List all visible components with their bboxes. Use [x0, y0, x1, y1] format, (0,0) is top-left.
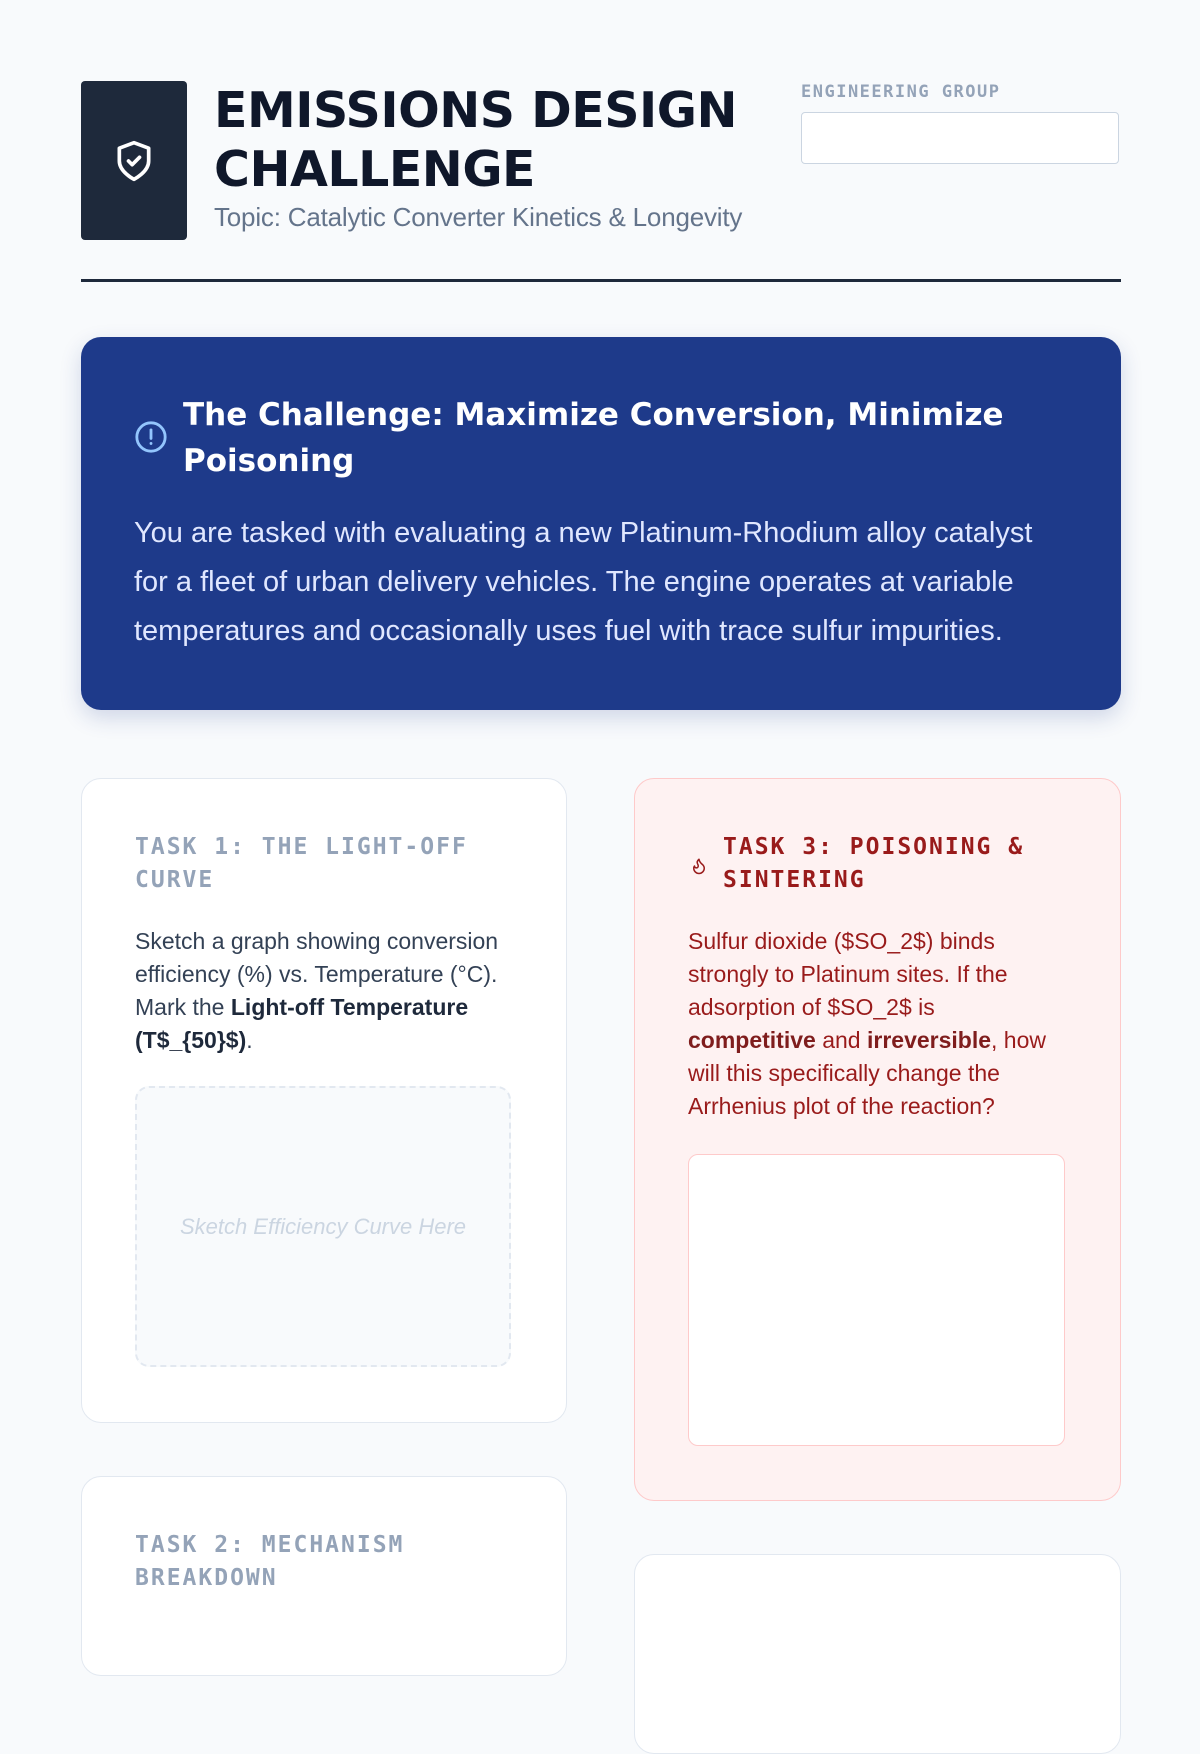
- challenge-title: The Challenge: Maximize Conversion, Minimize Poisoning: [183, 397, 1004, 479]
- task3-answer-box[interactable]: [688, 1154, 1065, 1446]
- task3-question: [688, 925, 1058, 1123]
- flame-icon: [690, 855, 708, 877]
- page-header: [81, 81, 1121, 241]
- task2-title: TASK 2: MECHANISM BREAKDOWN: [135, 1532, 405, 1591]
- sketch-placeholder: Sketch Efficiency Curve Here: [179, 1213, 467, 1239]
- task3-bold-competitive: competitive: [688, 1027, 816, 1053]
- task1-card: [81, 778, 567, 1423]
- challenge-description: You are tasked with evaluating a new Platinum-Rhodium alloy catalyst for a fleet of urban delivery vehicles. The engine operates at variable temperatures and occasionally uses fuel with trace sulfur impurities.: [134, 517, 1033, 647]
- task3-bold-irreversible: irreversible: [866, 1027, 992, 1053]
- alert-circle-icon: [134, 420, 168, 454]
- challenge-panel: [81, 337, 1121, 710]
- task1-text-end: .: [246, 1027, 253, 1053]
- task4-card: [634, 1554, 1121, 1754]
- task3-text: Sulfur dioxide ($SO_2$) binds strongly to Platinum sites. If the adsorption of $SO_2$ is: [688, 928, 1008, 1020]
- task1-title: TASK 1: THE LIGHT-OFF CURVE: [135, 834, 468, 893]
- header-divider: [81, 279, 1121, 282]
- engineering-group-field[interactable]: [801, 112, 1119, 164]
- sketch-area[interactable]: [135, 1086, 511, 1367]
- task3-text-end: , how will this specifically change the Arrhenius plot of the reaction?: [688, 1027, 1046, 1119]
- task3-title: TASK 3: POISONING & SINTERING: [723, 834, 1025, 893]
- task2-card: [81, 1476, 567, 1676]
- task3-card: [634, 778, 1121, 1501]
- shield-check-icon: [112, 136, 156, 186]
- task1-text: Sketch a graph showing conversion efficiency (%) vs. Temperature (°C). Mark the: [135, 928, 499, 1020]
- logo-badge: [81, 81, 187, 240]
- task3-text-and: and: [815, 1027, 867, 1053]
- page-subtitle: Topic: Catalytic Converter Kinetics & Longevity: [214, 202, 743, 232]
- page-title: EMISSIONS DESIGN CHALLENGE: [214, 82, 737, 198]
- engineering-group-label: ENGINEERING GROUP: [801, 82, 1001, 102]
- task1-text-bold: Light-off Temperature (T$_{50}$): [135, 994, 469, 1053]
- task1-instructions: [135, 925, 520, 1057]
